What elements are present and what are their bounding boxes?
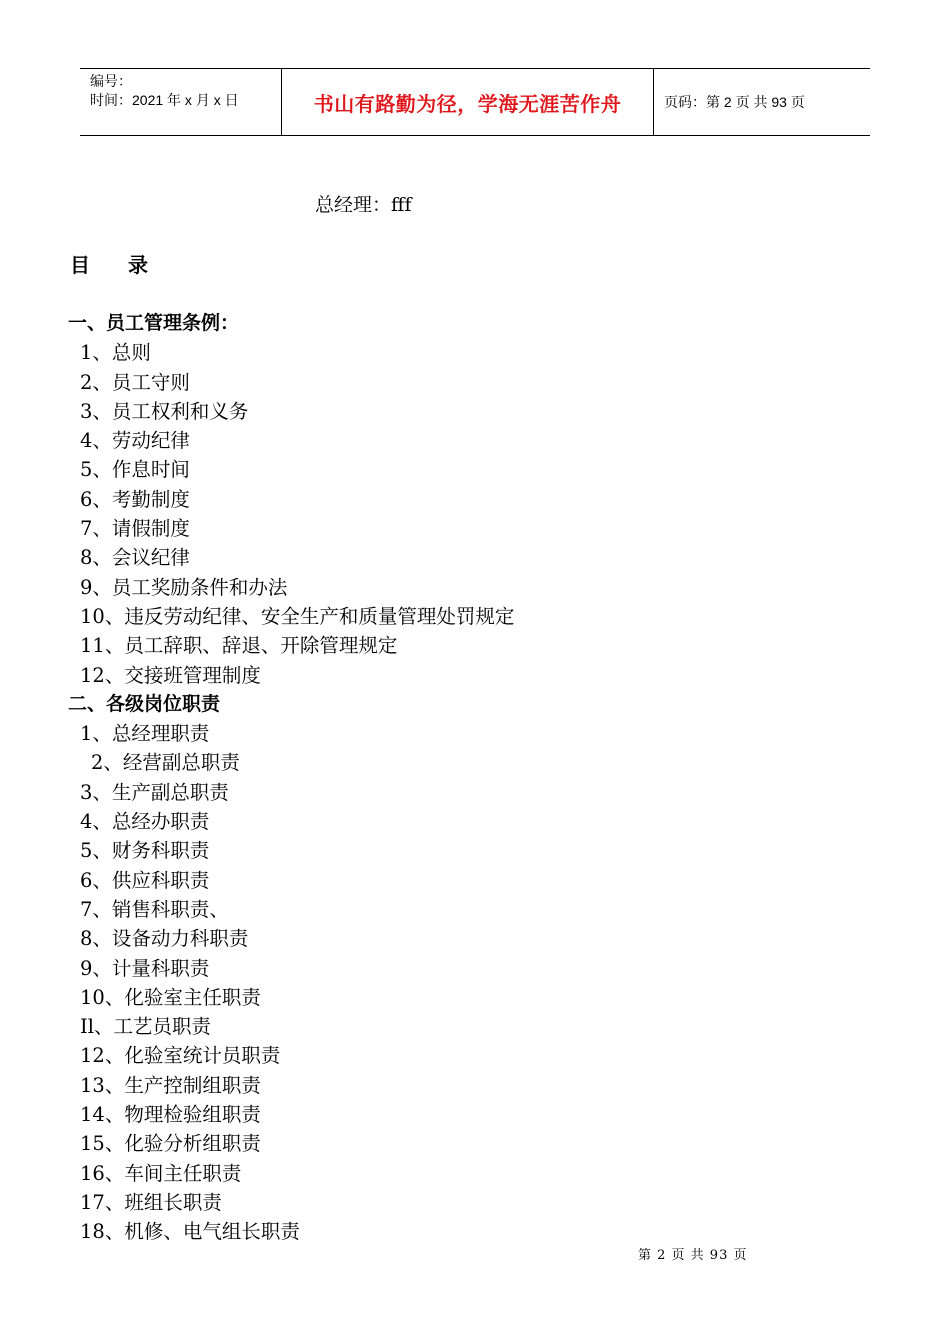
toc-list-item: 4、总经办职责 [80,810,210,834]
toc-list-item: 3、生产副总职责 [80,780,229,804]
toc-list-item: 14、物理检验组职责 [80,1103,261,1127]
page-footer: 第 2 页 共 93 页 [638,1248,748,1263]
toc-list-item: 2、经营副总职责 [91,751,240,775]
toc-list-item: 1、总经理职责 [80,722,210,746]
toc-list-item: 18、机修、电气组长职责 [80,1220,300,1244]
toc-list-item: 11、员工辞职、辞退、开除管理规定 [80,634,398,658]
toc-list-item: 16、车间主任职责 [80,1161,242,1185]
toc-list-item: 15、化验分析组职责 [80,1132,261,1156]
toc-list-item: 5、作息时间 [80,458,190,482]
toc-list-item: 2、员工守则 [80,370,190,394]
toc-list-item: 7、请假制度 [80,517,190,541]
number-label: 编号： [90,73,132,89]
toc-list-item: 7、销售科职责、 [80,897,229,921]
toc-title-char-1: 目 [70,253,90,277]
toc-section-heading: 二、各级岗位职责 [68,692,221,715]
toc-list-item: 3、员工权利和义务 [80,399,249,423]
toc-title [70,252,148,278]
toc-section-heading: 一、员工管理条例： [68,312,240,334]
toc-list-item: 13、生产控制组职责 [80,1073,261,1097]
page-header [80,68,870,136]
header-motto: 书山有路勤为径，学海无涯苦作舟 [282,69,654,135]
toc-list-item: Il、工艺员职责 [80,1015,211,1039]
general-manager-signature-line: 总经理：fff [315,194,412,216]
toc-title-char-2: 录 [128,253,148,277]
toc-list-item: 8、设备动力科职责 [80,927,249,951]
toc-list-item: 8、会议纪律 [80,546,190,570]
toc-list-item: 4、劳动纪律 [80,429,190,453]
toc-list-item: 12、交接班管理制度 [80,663,261,687]
date-label: 时间：2021 年 x 月 x 日 [90,92,239,108]
header-page-info: 页码：第 2 页 共 93 页 [664,94,805,110]
table-of-contents [68,309,868,1247]
toc-list-item: 12、化验室统计员职责 [80,1044,281,1068]
header-meta [80,69,282,135]
toc-list-item: 1、总则 [80,341,151,365]
toc-list-item: 10、违反劳动纪律、安全生产和质量管理处罚规定 [80,604,515,628]
toc-list-item: 6、供应科职责 [80,868,210,892]
toc-list-item: 10、化验室主任职责 [80,985,261,1009]
toc-list-item: 9、计量科职责 [80,956,210,980]
toc-list-item: 9、员工奖励条件和办法 [80,575,288,599]
toc-list-item: 5、财务科职责 [80,839,210,863]
toc-list-item: 17、班组长职责 [80,1190,222,1214]
toc-list-item: 6、考勤制度 [80,487,190,511]
